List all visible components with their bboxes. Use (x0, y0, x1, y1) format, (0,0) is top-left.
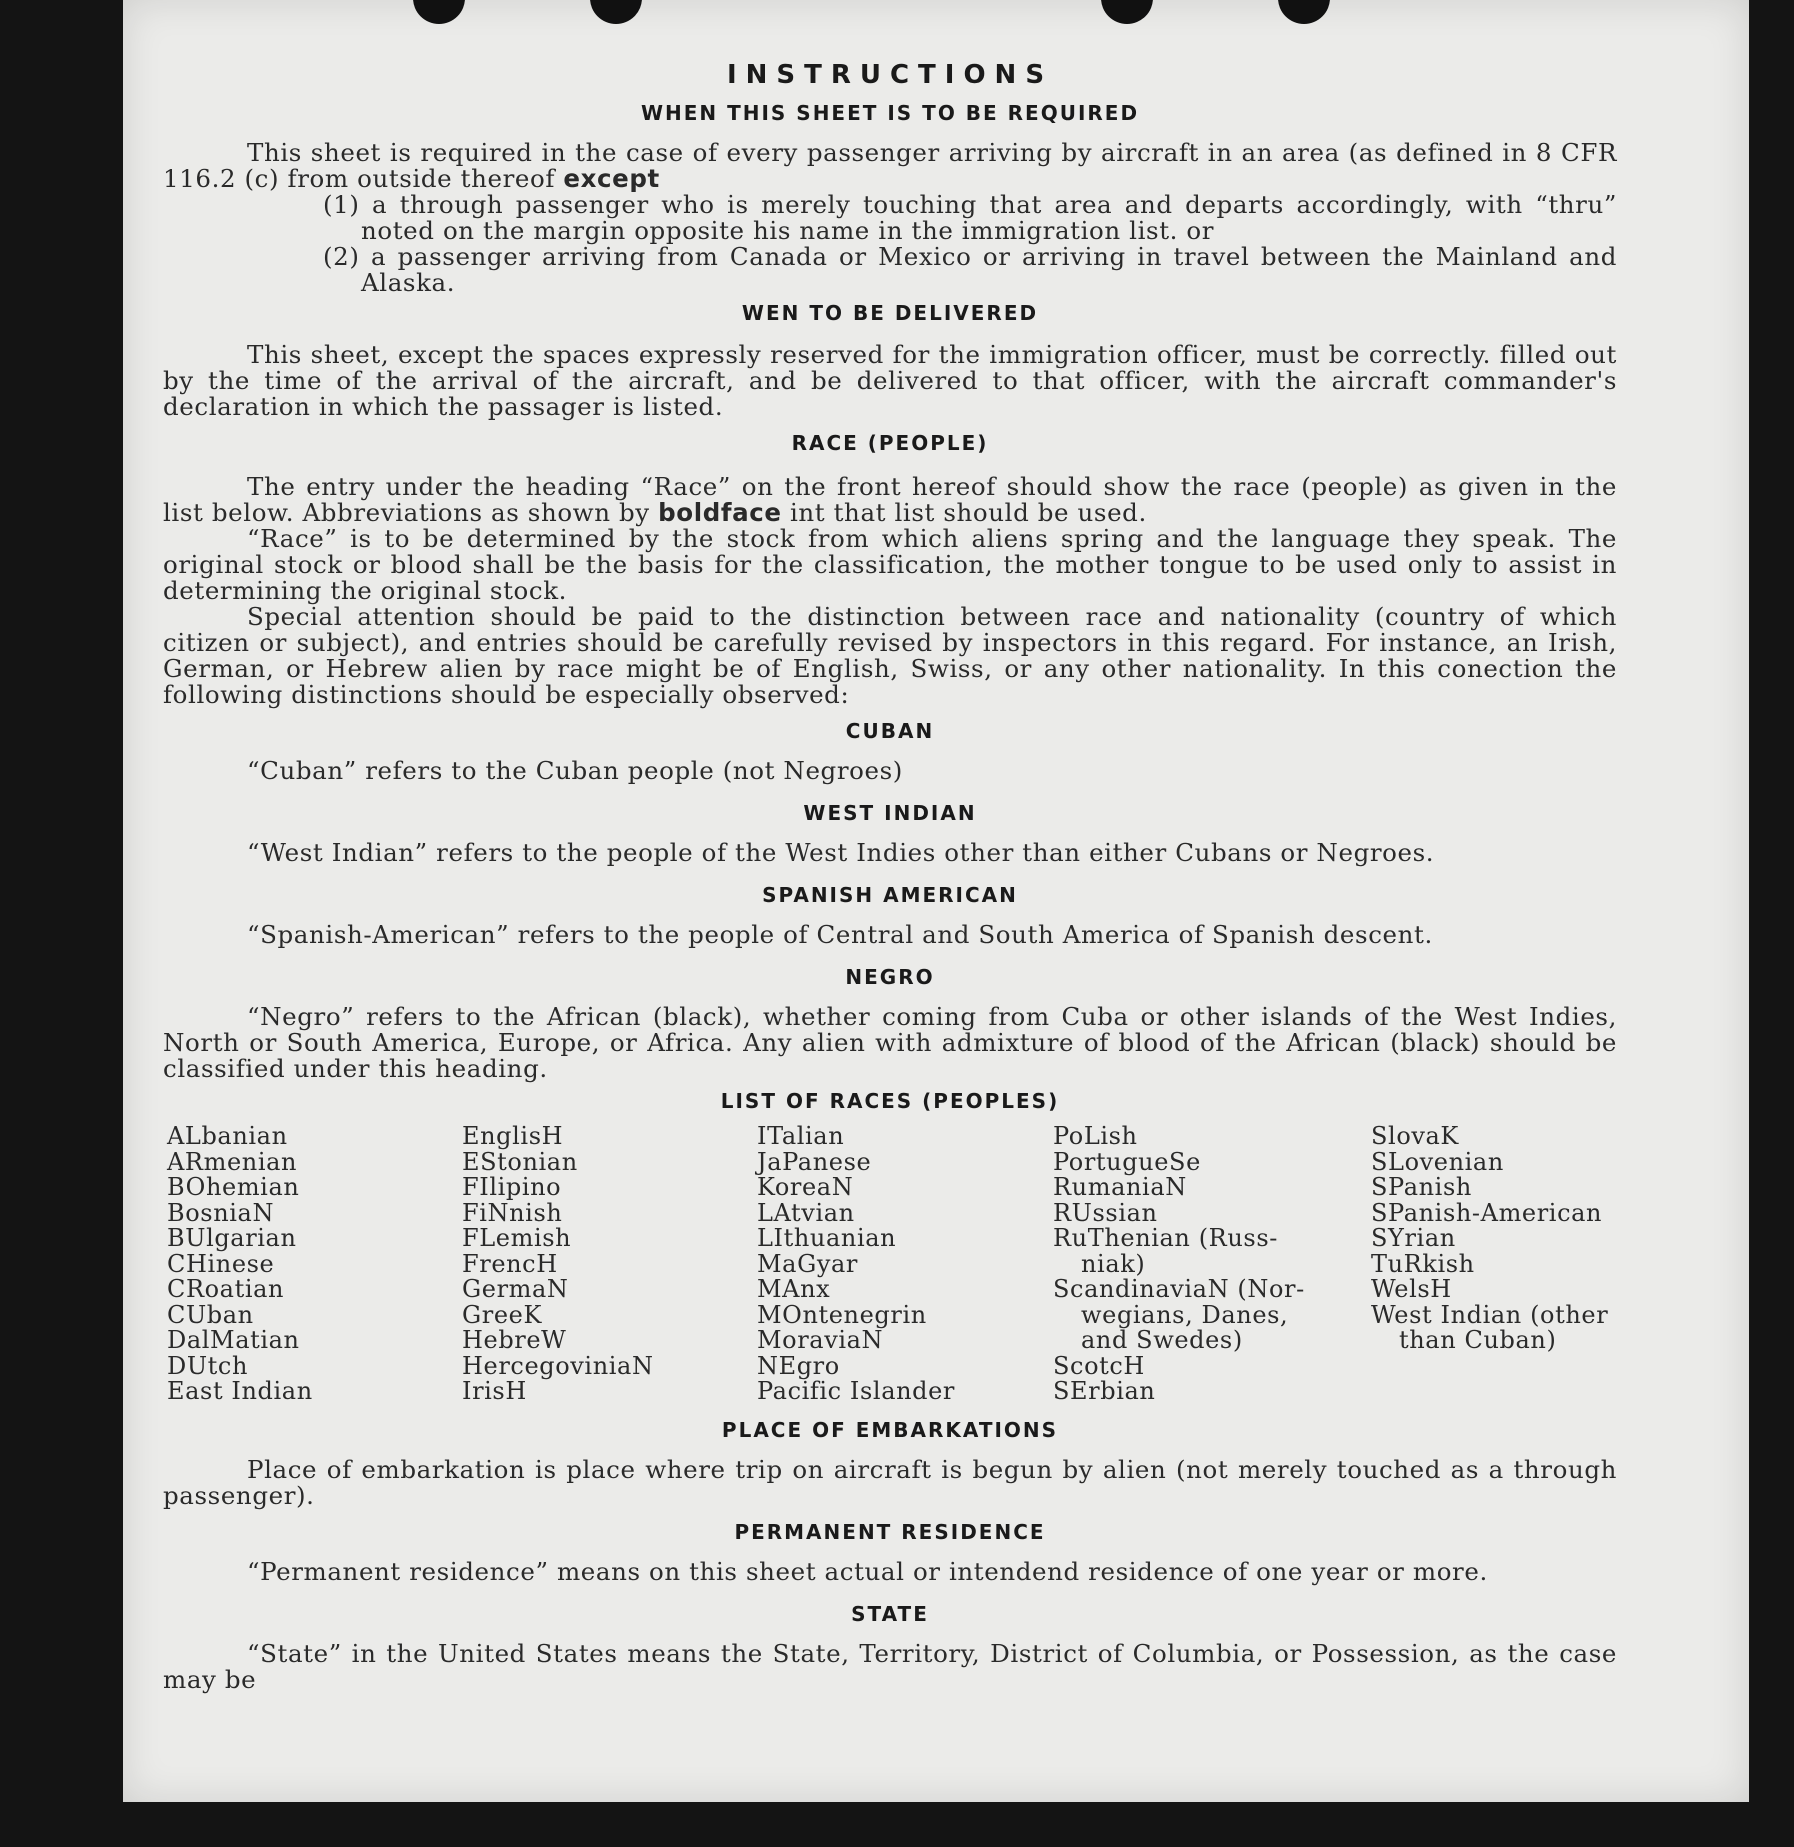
race-entry: ALbanian (167, 1122, 288, 1150)
heading-permanent-residence: PERMANENT RESIDENCE (734, 1519, 1046, 1544)
text-state: “State” in the United States means the State, Territory, District of Columbia, or Possession, as the case may be (163, 1638, 1617, 1694)
races-column (1371, 1124, 1621, 1405)
race-entry: ScotcH (1053, 1351, 1145, 1380)
except-bold: except (563, 164, 660, 193)
race-entry: DalMatian (167, 1326, 300, 1354)
race-entry: LAtvian (757, 1198, 855, 1227)
race-entry: KoreaN (757, 1173, 854, 1201)
race-entry: HebreW (462, 1326, 567, 1354)
punch-hole (1278, 0, 1330, 24)
race-entry: JaPanese (757, 1147, 872, 1176)
text-negro: “Negro” refers to the African (black), whether coming from Cuba or other islands of the West Indies, North or South America, Europe, or Africa. Any alien with admixture of blood of the African (black) should be classified under this heading. (163, 1002, 1617, 1083)
para-race-1: The entry under the heading “Race” on the front hereof should show the race (people) as given in the list below. Abbreviations as shown by boldface int that list should be used. (163, 472, 1617, 527)
text-permanent-residence: “Permanent residence” means on this sheet actual or intendend residence of one year or more. (247, 1556, 1488, 1586)
text-embarkation: Place of embarkation is place where trip on aircraft is begun by alien (not merely touched as a through passenger). (163, 1454, 1617, 1510)
race-entry: BUlgarian (167, 1224, 297, 1252)
race-entry: MaGyar (757, 1249, 858, 1278)
races-list (167, 1124, 1617, 1405)
race-entry: LIthuanian (757, 1224, 897, 1252)
race-entry: FIlipino (462, 1173, 562, 1201)
heading-when-delivered: WEN TO BE DELIVERED (741, 301, 1039, 325)
text-west-indian: “West Indian” refers to the people of the West Indies other than either Cubans or Negroes. (247, 838, 1435, 867)
boldface-bold: boldface (658, 498, 782, 527)
race-entry: RumaniaN (1053, 1173, 1187, 1201)
document-sheet (123, 0, 1749, 1802)
races-column (167, 1124, 462, 1405)
race-entry: SPanish (1371, 1173, 1472, 1201)
race-entry: GermaN (462, 1275, 569, 1303)
para-when-delivered: This sheet, except the spaces expressly reserved for the immigration officer, must be correctly. filled out by the time of the arrival of the aircraft, and be delivered to that officer, with the aircraft commander's declaration in which the passager is listed. (163, 340, 1617, 421)
race-entry: GreeK (462, 1300, 542, 1329)
para-race-3: Special attention should be paid to the distinction between race and nationality (country of which citizen or subject), and entries should be carefully revised by inspectors in this regard. For instance, an Irish, German, or Hebrew alien by race might be of English, Swiss, or any other nationality. In this conection the following distinctions should be especially observed: (163, 602, 1617, 709)
race-entry: DUtch (167, 1351, 249, 1380)
race-entry: CUban (167, 1300, 254, 1329)
para-race-2: “Race” is to be determined by the stock from which aliens spring and the language they speak. The original stock or blood shall be the basis for the classification, the mother tongue to be used only to assist in determining the original stock. (163, 524, 1617, 605)
heading-list-of-races: LIST OF RACES (PEOPLES) (720, 1089, 1060, 1113)
page-title: INSTRUCTIONS (726, 60, 1054, 90)
race-entry-continued: niak) (1081, 1249, 1146, 1278)
heading-race: RACE (PEOPLE) (791, 431, 989, 455)
race-entry: EnglisH (462, 1122, 564, 1150)
race-entry: ScandinaviaN (Nor- (1053, 1275, 1305, 1303)
list-item-2: (2) a passenger arriving from Canada or Mexico or arriving in travel between the Mainland and Alaska. (323, 242, 1617, 297)
race-entry: PoLish (1053, 1122, 1138, 1150)
heading-negro: NEGRO (845, 965, 935, 989)
race-entry: HercegoviniaN (462, 1351, 654, 1380)
races-column (462, 1124, 757, 1405)
race-entry: SPanish-American (1371, 1198, 1603, 1227)
race-entry: PortugueSe (1053, 1147, 1201, 1176)
para-when-required: This sheet is required in the case of every passenger arriving by aircraft in an area (as defined in 8 CFR 116.2 (c) from outside thereof except (163, 138, 1617, 193)
race-entry: RuThenian (Russ- (1053, 1224, 1278, 1252)
heading-when-required: WHEN THIS SHEET IS TO BE REQUIRED (640, 101, 1140, 125)
punch-hole (413, 0, 465, 24)
heading-west-indian: WEST INDIAN (803, 801, 977, 825)
race-entry: MoraviaN (757, 1326, 884, 1354)
race-entry: TuRkish (1371, 1249, 1475, 1278)
heading-state: STATE (851, 1601, 929, 1626)
race-entry: ITalian (757, 1122, 845, 1150)
race-entry: WelsH (1371, 1275, 1452, 1303)
race-entry-continued: and Swedes) (1081, 1326, 1243, 1354)
race-entry: FLemish (462, 1224, 572, 1252)
punch-hole (1101, 0, 1153, 24)
race-entry: East Indian (167, 1377, 313, 1405)
race-entry: ARmenian (167, 1147, 298, 1176)
race-entry: MAnx (757, 1275, 831, 1303)
race-entry: West Indian (other (1371, 1300, 1609, 1329)
race-entry: FiNnish (462, 1198, 563, 1227)
heading-spanish-american: SPANISH AMERICAN (762, 883, 1018, 907)
race-entry: BOhemian (167, 1173, 300, 1201)
races-column (1053, 1124, 1371, 1405)
race-entry: NEgro (757, 1351, 840, 1380)
race-entry: IrisH (462, 1377, 527, 1405)
heading-embarkation: PLACE OF EMBARKATIONS (721, 1417, 1059, 1442)
punch-hole (590, 0, 642, 24)
race-entry-continued: than Cuban) (1399, 1326, 1557, 1354)
race-entry: MOntenegrin (757, 1300, 927, 1329)
race-entry: RUssian (1053, 1198, 1158, 1227)
race-entry: CRoatian (167, 1275, 285, 1303)
race-entry: FrencH (462, 1249, 558, 1278)
race-entry: SlovaK (1371, 1122, 1459, 1150)
text-cuban: “Cuban” refers to the Cuban people (not Negroes) (247, 756, 903, 785)
instructions-content (163, 62, 1617, 1693)
race-entry: BosniaN (167, 1198, 275, 1227)
race-entry: CHinese (167, 1249, 275, 1278)
race-entry: SYrian (1371, 1224, 1456, 1252)
heading-cuban: CUBAN (845, 719, 935, 743)
list-item-1: (1) a through passenger who is merely touching that area and departs accordingly, with “thru” noted on the margin opposite his name in the immigration list. or (323, 190, 1617, 245)
race-entry: SLovenian (1371, 1147, 1504, 1176)
race-entry-continued: wegians, Danes, (1081, 1300, 1289, 1329)
race-entry: Pacific Islander (757, 1377, 956, 1405)
race-entry: SErbian (1053, 1377, 1156, 1405)
races-column (757, 1124, 1053, 1405)
text-spanish-american: “Spanish-American” refers to the people of Central and South America of Spanish descent. (247, 920, 1433, 949)
race-entry: EStonian (462, 1147, 578, 1176)
